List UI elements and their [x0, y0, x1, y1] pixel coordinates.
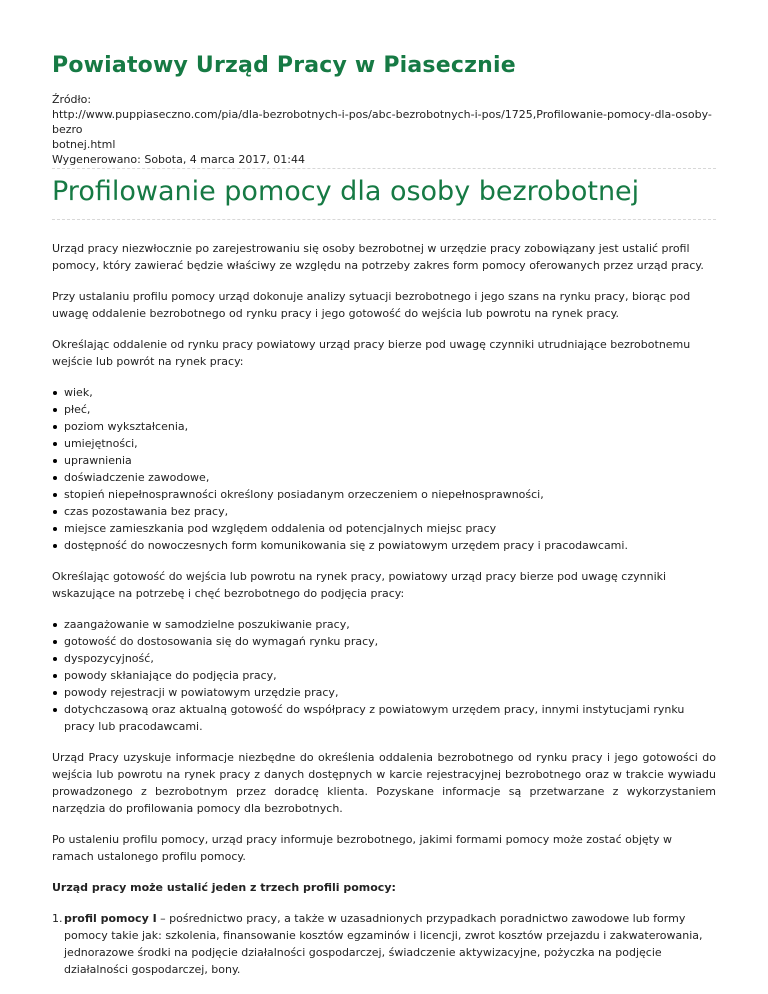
article-body	[52, 240, 716, 978]
list-item: zaangażowanie w samodzielne poszukiwanie pracy,	[64, 616, 716, 633]
readiness-factors-list	[52, 616, 716, 735]
profile-description: – pośrednictwo pracy, a także w uzasadnionych przypadkach poradnictwo zawodowe lub formy pomocy takie jak: szkolenia, finansowanie kosztów egzaminów i licencji, zwrot kosztów przejazdu i zakwaterowania, jednorazowe środki na podjęcie działalności gospodarczej, świadczenie aktywizacyjne, pożyczka na podjęcie działalności gospodarczej, bony.	[64, 912, 703, 976]
profile-number: 1.	[52, 912, 63, 925]
divider	[52, 219, 716, 220]
source-label: Źródło:	[52, 93, 92, 106]
list-item: dostępność do nowoczesnych form komunikowania się z powiatowym urzędem pracy i pracodawcami.	[64, 537, 716, 554]
list-item: gotowość do dostosowania się do wymagań rynku pracy,	[64, 633, 716, 650]
list-item: uprawnienia	[64, 452, 716, 469]
list-item: miejsce zamieszkania pod względem oddalenia od potencjalnych miejsc pracy	[64, 520, 716, 537]
source-url-line-2: botnej.html	[52, 138, 116, 151]
paragraph: Określając gotowość do wejścia lub powrotu na rynek pracy, powiatowy urząd pracy bierze pod uwagę czynniki wskazujące na potrzebę i chęć bezrobotnego do podjęcia pracy:	[52, 570, 667, 600]
list-item: dyspozycyjność,	[64, 650, 716, 667]
list-item: czas pozostawania bez pracy,	[64, 503, 716, 520]
profile-item	[52, 910, 716, 978]
paragraph: Określając oddalenie od rynku pracy powiatowy urząd pracy bierze pod uwagę czynniki utrudniające bezrobotnemu wejście lub powrót na rynek pracy:	[52, 338, 691, 368]
source-url-line-1: http://www.puppiaseczno.com/pia/dla-bezrobotnych-i-pos/abc-bezrobotnych-i-pos/1725,Profilowanie-pomocy-dla-osoby-bezro	[52, 108, 712, 136]
list-item: powody skłaniające do podjęcia pracy,	[64, 667, 716, 684]
list-item: doświadczenie zawodowe,	[64, 469, 716, 486]
paragraph: Przy ustalaniu profilu pomocy urząd dokonuje analizy sytuacji bezrobotnego i jego szans na rynku pracy, biorąc pod uwagę oddalenie bezrobotnego od rynku pracy i jego gotowość do wejścia lub powrotu na rynek pracy.	[52, 290, 691, 320]
list-item: płeć,	[64, 401, 716, 418]
profiles-heading: Urząd pracy może ustalić jeden z trzech profili pomocy:	[52, 881, 396, 894]
list-item: wiek,	[64, 384, 716, 401]
profile-name: profil pomocy I	[64, 912, 157, 925]
list-item: stopień niepełnosprawności określony posiadanym orzeczeniem o niepełnosprawności,	[64, 486, 716, 503]
profiles-list	[52, 910, 716, 978]
source-meta	[52, 92, 716, 167]
article-title: Profilowanie pomocy dla osoby bezrobotnej	[52, 176, 640, 207]
distance-factors-list	[52, 384, 716, 554]
paragraph: Urząd Pracy uzyskuje informacje niezbędne do określenia oddalenia bezrobotnego od rynku pracy i jego gotowości do wejścia lub powrotu na rynek pracy z danych dostępnych w karcie rejestracyjnej bezrobotnego oraz w trakcie wywiadu prowadzonego z bezrobotnym przez doradcę klienta. Pozyskane informacje są przetwarzane z wykorzystaniem narzędzia do profilowania pomocy dla bezrobotnych.	[52, 751, 716, 815]
list-item: umiejętności,	[64, 435, 716, 452]
list-item: dotychczasową oraz aktualną gotowość do współpracy z powiatowym urzędem pracy, innymi instytucjami rynku pracy lub pracodawcami.	[64, 701, 716, 735]
site-title: Powiatowy Urząd Pracy w Piasecznie	[52, 53, 516, 78]
generated-date: Wygenerowano: Sobota, 4 marca 2017, 01:44	[52, 153, 306, 166]
paragraph: Urząd pracy niezwłocznie po zarejestrowaniu się osoby bezrobotnej w urzędzie pracy zobowiązany jest ustalić profil pomocy, który zawierać będzie właściwy ze względu na potrzeby zakres form pomocy oferowanych przez urząd pracy.	[52, 242, 704, 272]
paragraph: Po ustaleniu profilu pomocy, urząd pracy informuje bezrobotnego, jakimi formami pomocy może zostać objęty w ramach ustalonego profilu pomocy.	[52, 833, 672, 863]
list-item: powody rejestracji w powiatowym urzędzie pracy,	[64, 684, 716, 701]
list-item: poziom wykształcenia,	[64, 418, 716, 435]
